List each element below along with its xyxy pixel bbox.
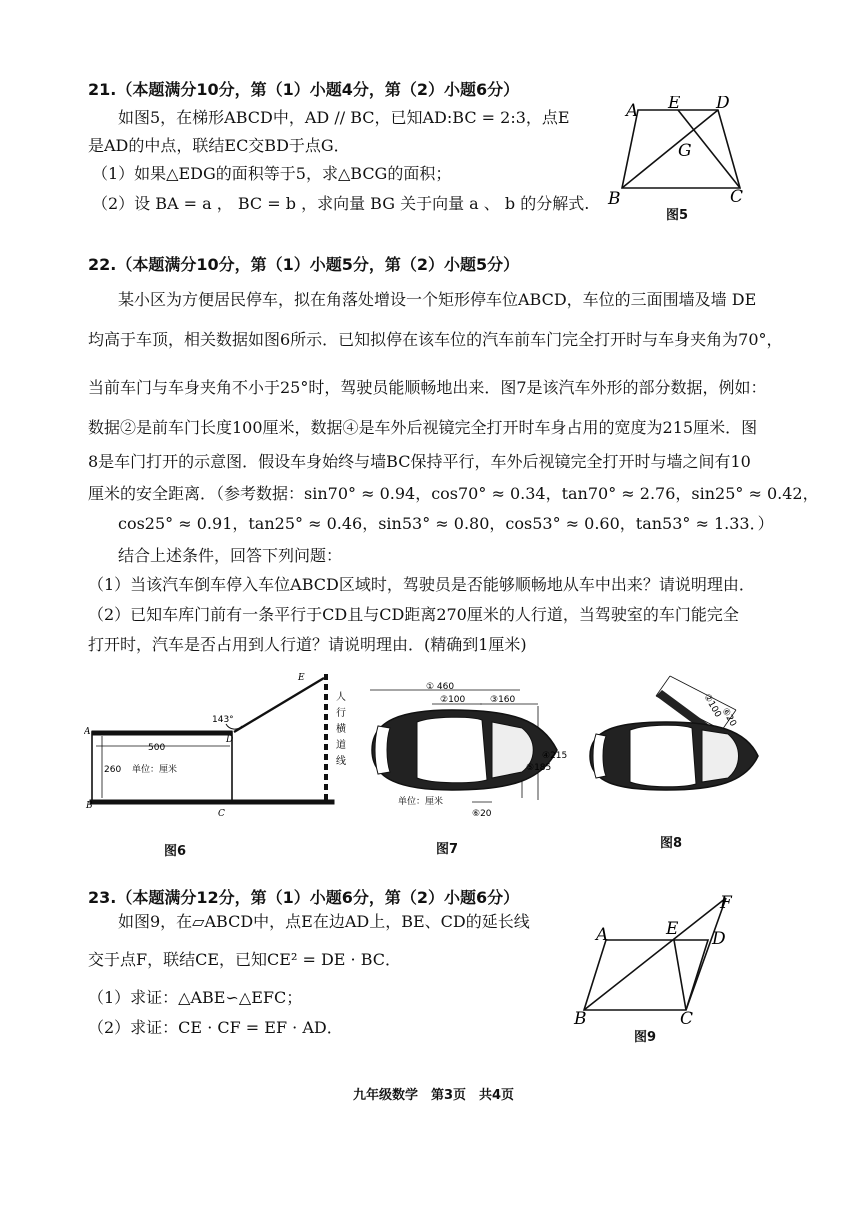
fig5-label-C: C	[730, 187, 744, 207]
fig5-label-D: D	[716, 96, 730, 113]
fig5-label-G: G	[678, 141, 692, 161]
fig9-label-D: D	[712, 929, 726, 949]
q23-part1: （1）求证：△ABE∽△EFC；	[88, 988, 303, 1007]
q21-part1: （1）如果△EDG的面积等于5，求△BCG的面积；	[92, 164, 452, 183]
fig6-label-A: A	[84, 727, 91, 737]
fig6-caption: 图6	[164, 844, 187, 859]
q22-line2: 均高于车顶，相关数据如图6所示．已知拟停在该车位的汽车前车门完全打开时与车身夹角为70°，	[88, 330, 783, 349]
fig5-label-A: A	[626, 101, 639, 121]
fig7-dim-1: ① 460	[426, 682, 455, 692]
fig9-label-B: B	[574, 1009, 587, 1029]
fig6-crosswalk-4: 道	[336, 740, 346, 751]
q21-line2: 是AD的中点，联结EC交BD于点G．	[88, 136, 350, 155]
q21-part2: （2）设 BA = a ， BC = b ，求向量 BG 关于向量 a 、 b 的分解式.	[92, 194, 590, 213]
fig9-label-A: A	[596, 925, 609, 945]
fig7-dim-4: ④215	[542, 751, 568, 761]
fig5-caption: 图5	[666, 208, 689, 223]
q23-heading: 23.（本题满分12分，第（1）小题6分，第（2）小题6分）	[88, 888, 520, 907]
fig6-label-C: C	[218, 809, 225, 819]
fig7-dim-5: ⑤185	[526, 763, 552, 773]
figure-6	[84, 664, 364, 859]
page-footer: 九年级数学 第3页 共4页	[352, 1088, 515, 1103]
q22-line5: 8是车门打开的示意图．假设车身始终与墙BC保持平行，车外后视镜完全打开时与墙之间有10	[88, 452, 751, 471]
fig6-label-E: E	[298, 673, 305, 683]
fig6-length: 500	[148, 743, 166, 753]
q23-part2: （2）求证：CE · CF = EF · AD．	[88, 1018, 343, 1037]
q22-line6: 厘米的安全距离．（参考数据：sin70° ≈ 0.94，cos70° ≈ 0.34，tan70° ≈ 2.76，sin25° ≈ 0.42，	[88, 484, 819, 503]
q22-line8: 结合上述条件，回答下列问题：	[118, 546, 343, 565]
fig7-dim-2: ②100	[440, 695, 466, 705]
fig5-label-B: B	[608, 189, 621, 209]
q21-heading: 21.（本题满分10分，第（1）小题4分，第（2）小题6分）	[88, 80, 520, 99]
q22-line3: 当前车门与车身夹角不小于25°时，驾驶员能顺畅地出来．图7是该汽车外形的部分数据，例如：	[88, 378, 767, 397]
q22-line4: 数据②是前车门长度100厘米，数据④是车外后视镜完全打开时车身占用的宽度为215厘米．图	[88, 418, 758, 437]
fig6-crosswalk-1: 人	[336, 692, 346, 703]
fig8-caption: 图8	[660, 836, 683, 851]
q21-line1: 如图5，在梯形ABCD中，AD // BC，已知AD:BC = 2:3，点E	[118, 108, 570, 127]
fig9-label-E: E	[666, 919, 679, 939]
figure-8	[586, 666, 766, 851]
q22-line1: 某小区为方便居民停车，拟在角落处增设一个矩形停车位ABCD，车位的三面围墙及墙 DE	[118, 290, 757, 309]
fig9-label-F: F	[720, 893, 732, 913]
q23-line1: 如图9，在▱ABCD中，点E在边AD上，BE、CD的延长线	[118, 912, 530, 931]
fig8-dim-1: ②100	[701, 692, 723, 720]
q23-line2: 交于点F，联结CE，已知CE² = DE · BC．	[88, 950, 402, 969]
fig7-dim-6: ⑥20	[472, 809, 492, 819]
fig6-angle: 143°	[212, 715, 234, 725]
fig6-crosswalk-5: 线	[336, 756, 346, 767]
fig7-unit: 单位：厘米	[398, 797, 444, 807]
q22-heading: 22.（本题满分10分，第（1）小题5分，第（2）小题5分）	[88, 255, 520, 274]
fig6-width: 260	[104, 765, 122, 775]
fig9-label-C: C	[680, 1009, 694, 1029]
q22-line7: cos25° ≈ 0.91，tan25° ≈ 0.46，sin53° ≈ 0.80，cos53° ≈ 0.60，tan53° ≈ 1.33．）	[118, 514, 774, 533]
fig7-dim-3: ③160	[490, 695, 516, 705]
figure-7	[362, 680, 582, 857]
fig6-crosswalk-2: 行	[336, 708, 346, 719]
fig7-caption: 图7	[436, 842, 459, 857]
q22-part2b: 打开时，汽车是否占用到人行道？请说明理由．(精确到1厘米)	[88, 635, 527, 654]
fig5-label-E: E	[668, 96, 681, 113]
figure-9	[566, 886, 746, 1046]
fig6-crosswalk-3: 横	[336, 724, 346, 735]
figure-5	[600, 96, 760, 226]
fig6-label-B: B	[86, 801, 93, 811]
q22-part2a: （2）已知车库门前有一条平行于CD且与CD距离270厘米的人行道，当驾驶室的车门能完全	[88, 605, 739, 624]
fig9-caption: 图9	[634, 1030, 657, 1045]
q22-part1: （1）当该汽车倒车停入车位ABCD区域时，驾驶员是否能够顺畅地从车中出来？请说明理由．	[88, 575, 755, 594]
fig6-label-D: D	[226, 735, 234, 745]
fig6-unit: 单位：厘米	[132, 765, 178, 775]
fig8-dim-2: ⑥20	[719, 706, 738, 729]
